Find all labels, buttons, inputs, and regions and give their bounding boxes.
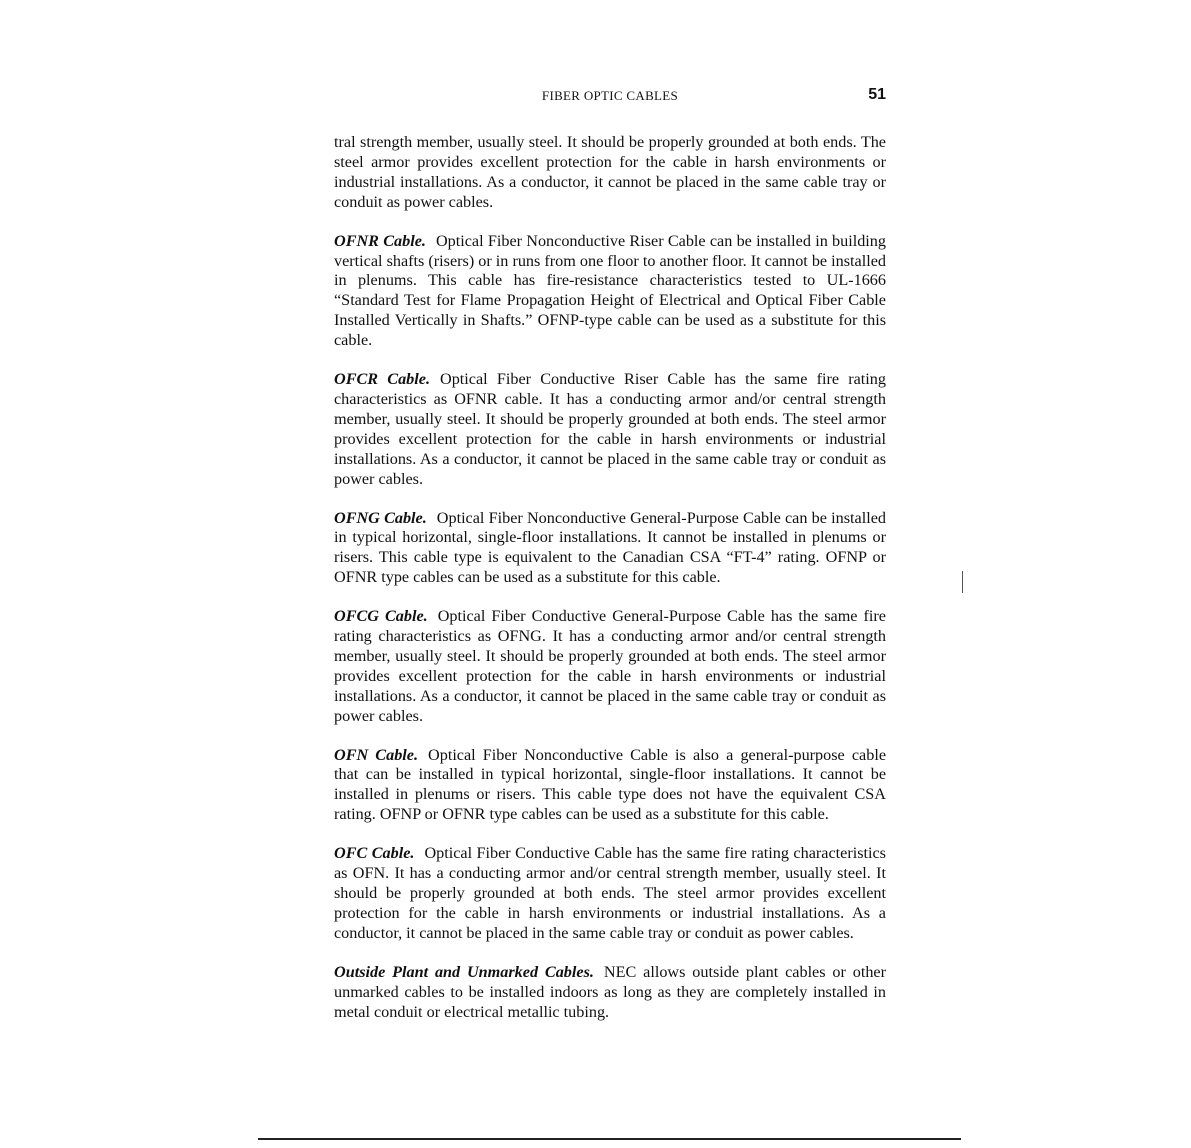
paragraph-ofng-cable: [334, 509, 886, 589]
paragraph-heading: OFNR Cable.: [334, 231, 426, 250]
paragraph-continued: [334, 133, 886, 213]
running-header: [334, 86, 886, 108]
paragraph-text: tral strength member, usually steel. It should be properly grounded at both ends. The steel armor provides excellent protection for the cable in harsh environments or industrial installations. As a conductor, it cannot be placed in the same cable tray or conduit as power cables.: [334, 133, 886, 211]
paragraph-text: Optical Fiber Nonconductive General-Purpose Cable can be installed in typical horizontal, single-floor installations. It cannot be installed in plenums or risers. This cable type is equivalent to the Canadian CSA “FT-4” rating. OFNP or OFNR type cables can be used as a substitute for this cable.: [334, 508, 886, 587]
paragraph-ofcr-cable: [334, 370, 886, 489]
paragraph-outside-plant-cables: [334, 963, 886, 1023]
paragraph-heading: OFCR Cable.: [334, 370, 430, 389]
paragraph-ofcg-cable: [334, 607, 886, 726]
paragraph-ofc-cable: [334, 844, 886, 944]
paragraph-heading: OFCG Cable.: [334, 607, 428, 626]
paragraph-heading: OFNG Cable.: [334, 508, 427, 527]
paragraph-text: Optical Fiber Conductive Cable has the same fire rating characteristics as OFN. It has a conducting armor and/or central strength member, usually steel. It should be properly grounded at both ends. The steel armor provides excellent protection for the cable in harsh environments or industrial installations. As a conductor, it cannot be placed in the same cable tray or conduit as power cables.: [334, 844, 886, 942]
paragraph-heading: OFC Cable.: [334, 844, 415, 863]
paragraph-text: Optical Fiber Nonconductive Cable is also a general-purpose cable that can be installed in typical horizontal, single-floor installations. It cannot be installed in plenums or risers. This cable type does not have the equivalent CSA rating. OFNP or OFNR type cables can be used as a substitute for this cable.: [334, 745, 886, 824]
paragraph-heading: OFN Cable.: [334, 745, 419, 764]
footer-rule: [258, 1138, 961, 1140]
paragraph-heading: Outside Plant and Unmarked Cables.: [334, 962, 594, 981]
paragraph-ofnr-cable: [334, 232, 886, 351]
page-number: 51: [868, 86, 886, 103]
paragraph-ofn-cable: [334, 746, 886, 826]
paragraph-text: Optical Fiber Nonconductive Riser Cable can be installed in building vertical shafts (risers) or in runs from one floor to another floor. It cannot be installed in plenums. This cable has fire-resistance characteristics tested to UL-1666 “Standard Test for Flame Propagation Height of Electrical and Optical Fiber Cable Installed Vertically in Shafts.” OFNP-type cable can be used as a substitute for this cable.: [334, 231, 887, 350]
margin-mark: [962, 571, 963, 593]
paragraph-text: Optical Fiber Conductive General-Purpose Cable has the same fire rating characteristics as OFNG. It has a conducting armor and/or central strength member, usually steel. It should be properly grounded at both ends. The steel armor provides excellent protection for the cable in harsh environments or industrial installations. As a conductor, it cannot be placed in the same cable tray or conduit as power cables.: [334, 607, 886, 725]
paragraph-text: NEC allows outside plant cables or other unmarked cables to be installed indoors as long as they are completely installed in metal conduit or electrical metallic tubing.: [334, 962, 886, 1021]
body-text: [334, 133, 886, 1041]
running-title: FIBER OPTIC CABLES: [541, 88, 679, 103]
paragraph-text: Optical Fiber Conductive Riser Cable has the same fire rating characteristics as OFNR cable. It has a conducting armor and/or central strength member, usually steel. It should be properly grounded at both ends. The steel armor provides excellent protection for the cable in harsh environments or industrial installations. As a conductor, it cannot be placed in the same cable tray or conduit as power cables.: [334, 370, 886, 488]
